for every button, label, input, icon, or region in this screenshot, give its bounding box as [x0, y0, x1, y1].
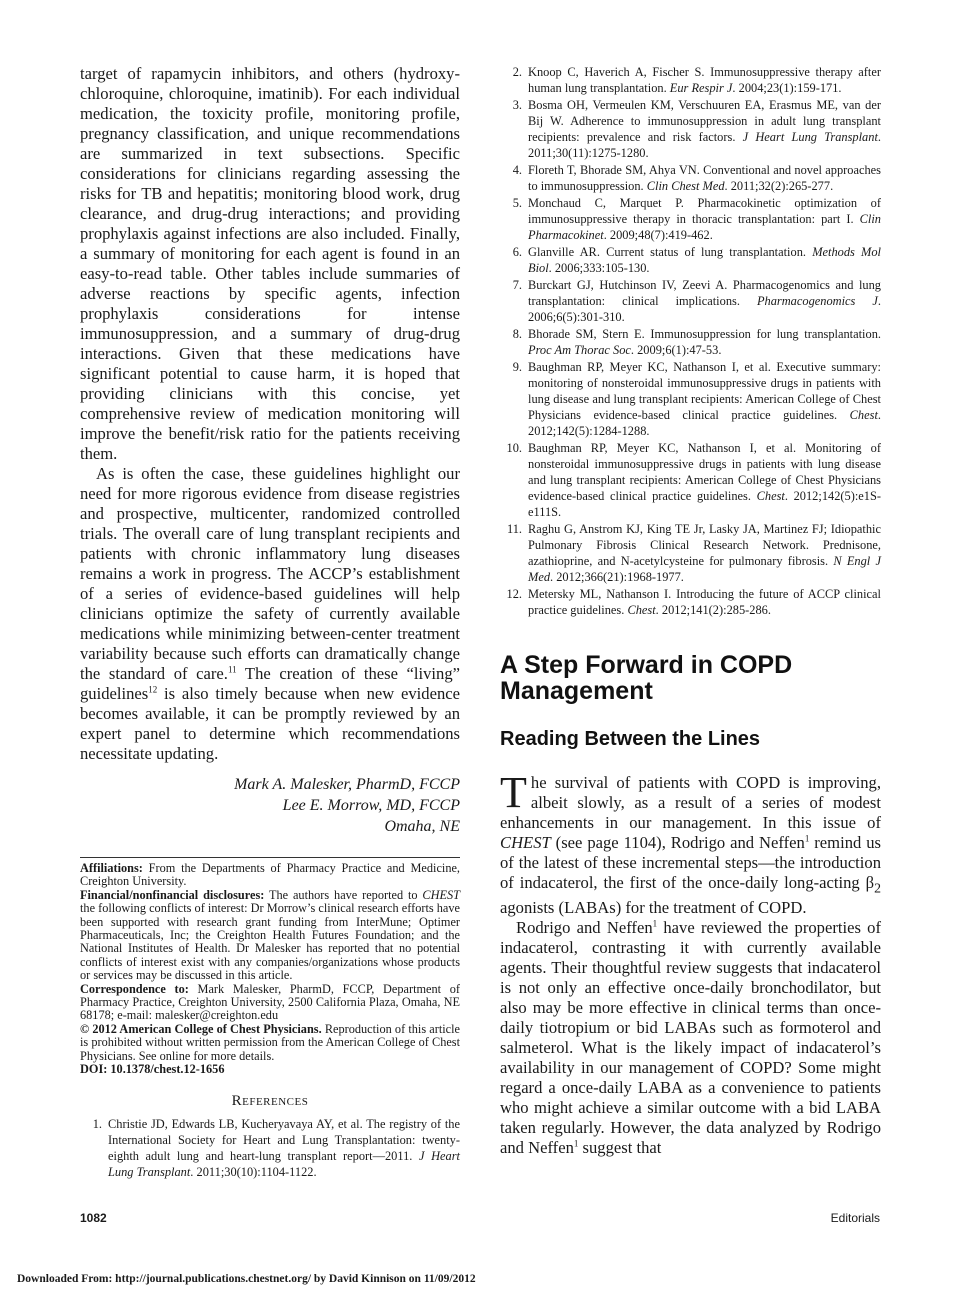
reference-number: 5.: [512, 196, 522, 210]
body-paragraph: [80, 464, 460, 764]
reference-number: 1.: [92, 1116, 102, 1131]
journal-name: Proc Am Thorac Soc: [528, 343, 631, 357]
reference-item: [500, 244, 881, 276]
journal-name: Clin Chest Med: [646, 179, 725, 193]
reference-item: [500, 521, 881, 585]
text-run: . 2006;333:105-130.: [548, 261, 650, 275]
correspondence-text: Mark Malesker, PharmD, FCCP, Department of Pharmacy Practice, Creighton University, 2500 California Plaza, Omaha, NE 68178; e-mail: malesker@creighton.edu: [80, 981, 460, 1023]
affiliations: [80, 862, 460, 889]
citation-superscript: 1: [573, 1138, 579, 1149]
correspondence-label: Correspondence to:: [80, 981, 189, 996]
reference-text: [108, 1116, 460, 1180]
correspondence: [80, 983, 460, 1023]
doi-label: DOI:: [80, 1062, 108, 1077]
left-column: [80, 64, 460, 1181]
subscript: 2: [874, 880, 881, 896]
author-location: Omaha, NE: [384, 818, 460, 835]
journal-name: Chest: [627, 603, 656, 617]
text-run: . 2011;30(11):1275-1280.: [528, 130, 881, 160]
page-number: 1082: [80, 1211, 107, 1225]
reference-number: 2.: [512, 65, 522, 79]
author-name: Lee E. Morrow, MD, FCCP: [282, 797, 460, 814]
citation-superscript: 12: [148, 684, 158, 695]
affiliations-text: From the Departments of Pharmacy Practice and Medicine, Creighton University.: [80, 861, 460, 889]
text-run: Metersky ML, Nathanson I. Introducing the future of ACCP clinical practice guidelines.: [528, 587, 881, 617]
journal-name: J Heart Lung Transplant: [108, 1148, 460, 1179]
reference-item: [500, 277, 881, 325]
section-label: Editorials: [830, 1211, 880, 1225]
text-run: Baughman RP, Meyer KC, Nathanson I, et al. Monitoring of nonsteroidal immunosuppressive drugs in patients with lung disease and lung transplant recipients: American College of Chest Physicians evidence-based clinical practice guidelines.: [528, 441, 881, 503]
reference-text: [528, 440, 881, 520]
text-run: Baughman RP, Meyer KC, Nathanson I, et al. Executive summary: monitoring of nonsteroidal immunosuppressive drugs in patients with lung disease and lung transplant recipients: American College of Chest Physicians evidence-based clinical practice guidelines.: [528, 360, 881, 422]
drop-cap: T: [500, 768, 527, 817]
journal-name: Methods Mol Biol: [528, 245, 882, 275]
text-run: . 2009;6(1):47-53.: [630, 343, 722, 357]
journal-name: CHEST: [422, 887, 460, 902]
text-run: Burckart GJ, Hutchinson IV, Zeevi A. Pharmacogenomics and lung transplantation: clinical implications.: [528, 278, 881, 308]
editorial-subtitle: Reading Between the Lines: [500, 728, 761, 750]
author-signature: [80, 774, 460, 837]
text-run: . 2011;30(10):1104-1122.: [190, 1164, 317, 1179]
reference-number: 6.: [512, 245, 522, 259]
text-run: agonists (LABAs) for the treatment of COPD.: [500, 898, 807, 918]
reference-number: 11.: [506, 522, 522, 536]
affiliations-label: Affiliations:: [80, 861, 143, 875]
reference-number: 9.: [512, 360, 522, 374]
reference-number: 7.: [512, 278, 522, 292]
reference-text: [528, 359, 881, 439]
reference-text: [528, 244, 881, 276]
financial-disclosures: [80, 889, 460, 983]
text-run: . 2012;141(2):285-286.: [655, 603, 771, 617]
text-run: Bosma OH, Vermeulen KM, Verschuuren EA, Erasmus ME, van der Bij W. Adherence to immunosuppression in adult lung transplant recipients: prevalence and risk factors.: [528, 98, 881, 144]
reference-item: [500, 440, 881, 520]
journal-name: CHEST: [500, 833, 551, 852]
text-run: . 2009;48(7):419-462.: [603, 228, 713, 242]
copyright: [80, 1023, 460, 1063]
text-run: remind us of the latest of these incremental steps—the introduction of indacaterol, the first of the once-daily long-acting β: [500, 833, 881, 892]
reference-item: [500, 359, 881, 439]
reference-text: [528, 97, 881, 161]
text-run: . 2011;32(2):265-277.: [724, 179, 834, 193]
journal-name: Clin Pharmacokinet: [528, 212, 881, 242]
reference-text: [528, 162, 881, 194]
journal-name: J Heart Lung Transplant: [742, 130, 878, 144]
reference-text: [528, 326, 881, 358]
journal-name: Pharmacogenomics J: [756, 294, 878, 308]
text-run: . 2012;366(21):1968-1977.: [550, 570, 684, 584]
text-run: Rodrigo and Neffen: [516, 918, 653, 938]
citation-superscript: 11: [227, 664, 237, 675]
reference-item: [500, 162, 881, 194]
reference-number: 12.: [506, 587, 522, 601]
doi-link[interactable]: 10.1378/chest.12-1656: [107, 1062, 225, 1077]
body-paragraph: [500, 918, 881, 1158]
text-run: . 2012;142(5):1284-1288.: [528, 408, 881, 438]
text-run: suggest that: [578, 1138, 662, 1158]
body-paragraph: [500, 768, 881, 918]
reference-item: [500, 326, 881, 358]
journal-name: Chest: [849, 408, 878, 422]
section-divider: [80, 857, 460, 858]
reference-item: [500, 97, 881, 161]
copyright-label: © 2012 American College of Chest Physicians.: [80, 1021, 322, 1036]
reference-text: [528, 586, 881, 618]
reference-list: [500, 64, 881, 618]
reference-list: [80, 1116, 460, 1180]
reference-number: 4.: [512, 163, 522, 177]
text-run: is also timely because when new evidence becomes available, it can be promptly reviewed by an expert panel to determine which recommendations necessitate updating.: [80, 684, 460, 763]
reference-item: [500, 586, 881, 618]
citation-superscript: 1: [652, 918, 658, 929]
reference-item: [500, 195, 881, 243]
copyright-text: Reproduction of this article is prohibited without written permission from the American College of Chest Physicians. See online for more details.: [80, 1021, 460, 1063]
text-run: have reviewed the properties of indacaterol, contrasting it with currently available agents. Their thoughtful review suggests that indacaterol is not only an effective once-daily bronchodilator, but also may be more effective in clinical terms than once-daily tiotropium or bid LABAs such as formoterol and salmeterol. What is the likely impact of indacaterol’s availability in our management of COPD? Some might regard a once-daily LABA as a convenience to patients who might achieve a similar outcome with a bid LABA taken regularly. However, the data analyzed by Rodrigo and Neffen: [500, 918, 881, 1158]
text-run: Knoop C, Haverich A, Fischer S. Immunosuppressive therapy after human lung transplantation.: [528, 65, 881, 95]
text-run: . 2012;142(5):e1S-e111S.: [528, 489, 882, 519]
text-run: The creation of these “living” guidelines: [80, 664, 460, 703]
journal-name: N Engl J Med: [528, 554, 881, 584]
article-notes: [80, 862, 460, 1077]
financial-label: Financial/nonfinancial disclosures:: [80, 887, 265, 902]
reference-text: [528, 521, 881, 585]
text-run: Raghu G, Anstrom KJ, King TE Jr, Lasky JA, Martinez FJ; Idiopathic Pulmonary Fibrosis Clinical Research Network. Prednisone, azathioprine, and N-acetylcysteine for pulmonary fibrosis.: [528, 522, 881, 568]
citation-superscript: 1: [804, 833, 810, 844]
text-run: Floreth T, Bhorade SM, Ahya VN. Conventional and novel approaches to immunosuppression.: [528, 163, 881, 193]
text-run: Monchaud C, Marquet P. Pharmacokinetic optimization of immunosuppressive therapy in thoracic transplantation: part I.: [528, 196, 881, 226]
reference-item: [500, 64, 881, 96]
reference-item: [80, 1116, 460, 1180]
reference-number: 10.: [506, 441, 522, 455]
editorial-title: A Step Forward in COPD Management: [500, 651, 793, 705]
reference-number: 3.: [512, 98, 522, 112]
text-run: As is often the case, these guidelines highlight our need for more rigorous evidence from disease registries and prospective, multicenter, randomized controlled trials. The overall care of lung transplant recipients and patients with chronic inflammatory lung diseases remains a work in progress. The ACCP’s establishment of a series of evidence-based guidelines will help clinicians optimize the safety of currently available medications while minimizing between-center treatment variability because such efforts can dramatically change the standard of care.: [80, 464, 460, 683]
text-run: (see page 1104), Rodrigo and Neffen: [550, 833, 805, 852]
reference-text: [528, 277, 881, 325]
text-run: . 2006;6(5):301-310.: [528, 294, 881, 324]
text-run: Glanville AR. Current status of lung transplantation.: [528, 245, 813, 259]
text-run: Christie JD, Edwards LB, Kucheryavaya AY, et al. The registry of the International Society for Heart and Lung Transplantation: twenty-eighth adult lung and heart-lung transplant report—2011.: [108, 1116, 460, 1163]
text-run: he survival of patients with COPD is improving, albeit slowly, as a result of a series of modest enhancements in our management. In this issue of: [500, 773, 881, 832]
doi: [80, 1063, 460, 1076]
journal-name: Eur Respir J: [669, 81, 733, 95]
reference-text: [528, 195, 881, 243]
author-name: Mark A. Malesker, PharmD, FCCP: [234, 776, 460, 793]
reference-number: 8.: [512, 327, 522, 341]
reference-text: [528, 64, 881, 96]
text-run: Bhorade SM, Stern E. Immunosuppression for lung transplantation.: [528, 327, 881, 341]
body-paragraph: target of rapamycin inhibitors, and others (hydroxy-chloroquine, chloroquine, imatinib). For each individual medication, the toxicity profile, monitoring profile, pregnancy classification, and unique recommendations are summarized in text subsections. Specific considerations for clinicians regarding assessing the risks for TB and hepatitis; monitoring blood work, drug clearance, and drug-drug interactions; and providing prophylaxis against infections are also included. Finally, a summary of monitoring for each agent is found in an easy-to-read table. Other tables include summaries of adverse reactions by specific agents, infection prophylaxis considerations for intense immunosuppression, and a summary of drug-drug interactions. Given that these medications have significant potential to cause harm, it is hoped that providing clinicians with this concise, yet comprehensive review of medication monitoring will improve the benefit/risk ratio for the patients receiving them.: [80, 64, 460, 463]
references-heading: References: [231, 1092, 309, 1109]
right-column: [500, 64, 881, 1158]
journal-name: Chest: [756, 489, 785, 503]
text-run: . 2004;23(1):159-171.: [732, 81, 842, 95]
text-run: The authors have reported to: [264, 887, 423, 902]
download-notice: Downloaded From: http://journal.publications.chestnet.org/ by David Kinnison on 11/09/2012: [17, 1273, 476, 1285]
text-run: the following conflicts of interest: Dr Morrow’s clinical research efforts have been supported with research grant funding from InterMune; Optimer Pharmaceuticals, Inc; the Creighton Health Futures Foundation; and the National Institutes of Health. Dr Malesker has reported that no potential conflicts of interest exist with any companies/organizations whose products or services may be discussed in this article.: [80, 901, 460, 983]
